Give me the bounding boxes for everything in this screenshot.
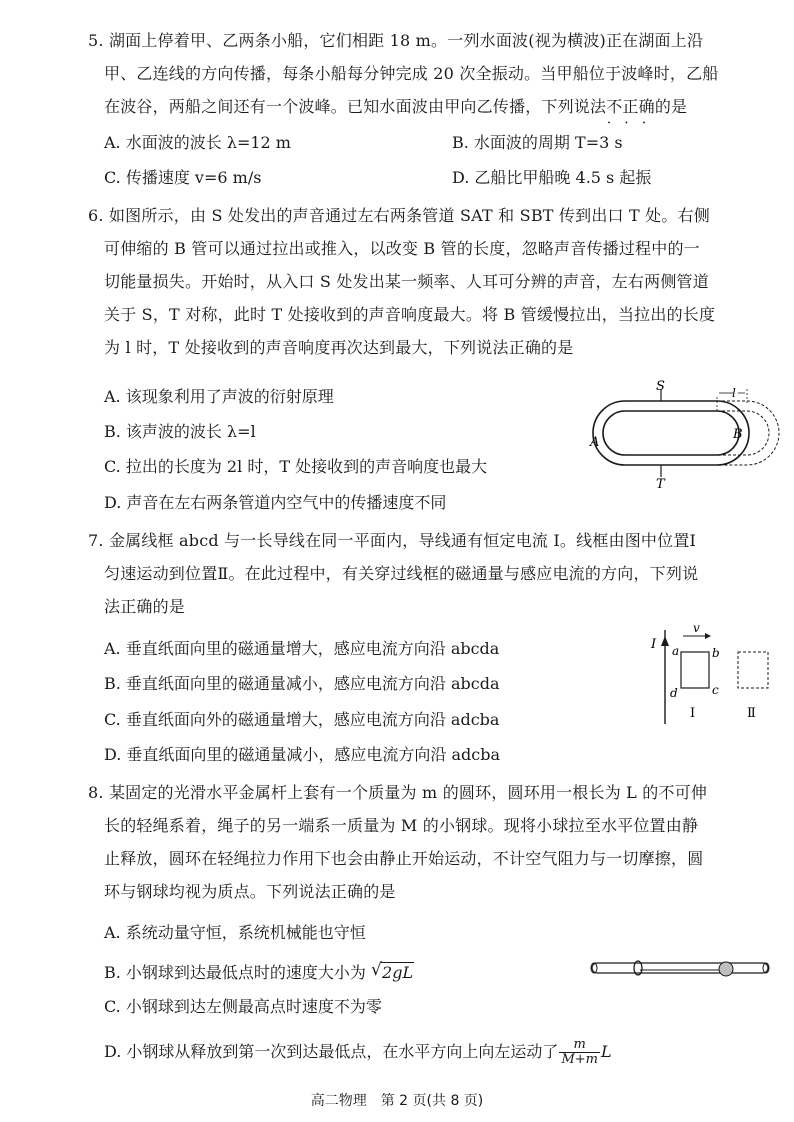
q6-option-a: A. 该现象利用了声波的衍射原理 (104, 387, 334, 406)
q6-option-c: C. 拉出的长度为 2l 时，T 处接收到的声音响度也最大 (104, 457, 488, 476)
loop-position-1 (681, 652, 709, 688)
length-symbol: L (600, 1042, 612, 1061)
q6-line5: 为 l 时，T 处接收到的声音响度再次达到最大，下列说法正确的是 (104, 338, 574, 357)
sqrt-expression: √ 2gL (371, 960, 414, 982)
q7-option-d: D. 垂直纸面向里的磁通量减小，感应电流方向沿 adcba (104, 745, 501, 764)
q6-line4: 关于 S，T 对称，此时 T 处接收到的声音响度最大。将 B 管缓慢拉出，当拉出的长度 (104, 305, 716, 324)
q5-line1: 5. 湖面上停着甲、乙两条小船，它们相距 18 m。一列水面波(视为横波)正在湖面上沿 (88, 31, 704, 50)
q7-line3: 法正确的是 (104, 597, 186, 616)
label-position-2: Ⅱ (747, 706, 756, 721)
q6-line2: 可伸缩的 B 管可以通过拉出或推入，以改变 B 管的长度，忽略声音传播过程中的一 (104, 239, 700, 258)
loop-position-2 (738, 652, 768, 688)
label-b: B (733, 427, 743, 442)
label-c: c (712, 683, 719, 697)
page-footer: 高二物理 第 2 页(共 8 页) (310, 1093, 484, 1109)
fraction-denominator: M+m (561, 1052, 598, 1067)
q8-option-c: C. 小钢球到达左侧最高点时速度不为零 (104, 997, 382, 1016)
q5-option-b: B. 水面波的周期 T=3 s (452, 133, 623, 152)
metal-rod (592, 963, 768, 973)
label-v: v (693, 621, 700, 635)
fraction-numerator: m (559, 1038, 600, 1053)
q5-option-a: A. 水面波的波长 λ=12 m (104, 133, 291, 152)
q8-option-b-text: B. 小钢球到达最低点时的速度大小为 (104, 963, 372, 982)
q6-pipe-diagram (585, 379, 775, 492)
q8-line3: 止释放，圆环在轻绳拉力作用下也会由静止开始运动，不计空气阻力与一切摩擦，圆 (104, 849, 704, 868)
q8-option-b (104, 962, 414, 984)
current-arrow (661, 636, 669, 646)
q8-rod-diagram (588, 956, 774, 982)
label-position-1: Ⅰ (690, 706, 696, 721)
q5-line2: 甲、乙连线的方向传播，每条小船每分钟完成 20 次全振动。当甲船位于波峰时，乙船 (104, 64, 719, 83)
q5-option-c: C. 传播速度 v=6 m/s (104, 168, 262, 187)
sqrt-radicand: 2gL (382, 963, 414, 982)
label-t: T (656, 477, 665, 492)
q8-line4: 环与钢球均视为质点。下列说法正确的是 (104, 882, 396, 901)
q5-option-d: D. 乙船比甲船晚 4.5 s 起振 (452, 168, 652, 187)
q5-line3 (104, 96, 687, 118)
q5-line3-text: 在波谷，两船之间还有一个波峰。已知水面波由甲向乙传播，下列说法 (104, 97, 607, 116)
steel-ball (719, 962, 733, 976)
pipe-extended-inner (717, 411, 769, 455)
q7-line1: 7. 金属线框 abcd 与一长导线在同一平面内，导线通有恒定电流 I。线框由图中位置Ⅰ (88, 531, 697, 550)
q8-option-a: A. 系统动量守恒，系统机械能也守恒 (104, 923, 366, 942)
q6-line3: 切能量损失。开始时，从入口 S 处发出某一频率、人耳可分辨的声音，左右两侧管道 (104, 272, 709, 291)
label-b: b (712, 646, 720, 660)
q7-option-a: A. 垂直纸面向里的磁通量增大，感应电流方向沿 abcda (104, 639, 500, 658)
q7-loop-diagram (645, 622, 780, 734)
q8-line2: 长的轻绳系着，绳子的另一端系一质量为 M 的小钢球。现将小球拉至水平位置由静 (104, 816, 699, 835)
pipe-inner (603, 411, 739, 455)
q8-option-d-text: D. 小钢球从释放到第一次到达最低点，在水平方向上向左运动了 (104, 1042, 559, 1061)
q7-option-b: B. 垂直纸面向里的磁通量减小，感应电流方向沿 abcda (104, 674, 500, 693)
velocity-arrowhead (705, 633, 711, 639)
label-d: d (670, 686, 678, 700)
q8-option-d (104, 1038, 612, 1067)
label-l: l (732, 386, 736, 400)
q5-emphasis-not-correct: 不正确 • • • (606, 96, 655, 118)
label-current: I (651, 637, 657, 652)
q6-option-b: B. 该声波的波长 λ=l (104, 422, 256, 441)
q7-line2: 匀速运动到位置Ⅱ。在此过程中，有关穿过线框的磁通量与感应电流的方向，下列说 (104, 564, 699, 583)
mass-ratio-fraction (559, 1038, 600, 1067)
q6-line1: 6. 如图所示，由 S 处发出的声音通过左右两条管道 SAT 和 SBT 传到出口 T 处。右侧 (88, 206, 710, 225)
q6-option-d: D. 声音在左右两条管道内空气中的传播速度不同 (104, 493, 447, 512)
q5-line3-end: 的是 (654, 97, 688, 116)
label-a: A (590, 435, 600, 450)
q8-line1: 8. 某固定的光滑水平金属杆上套有一个质量为 m 的圆环，圆环用一根长为 L 的不可伸 (88, 783, 708, 802)
label-s: S (656, 379, 665, 394)
q7-option-c: C. 垂直纸面向外的磁通量增大，感应电流方向沿 adcba (104, 710, 500, 729)
label-a: a (672, 644, 680, 658)
